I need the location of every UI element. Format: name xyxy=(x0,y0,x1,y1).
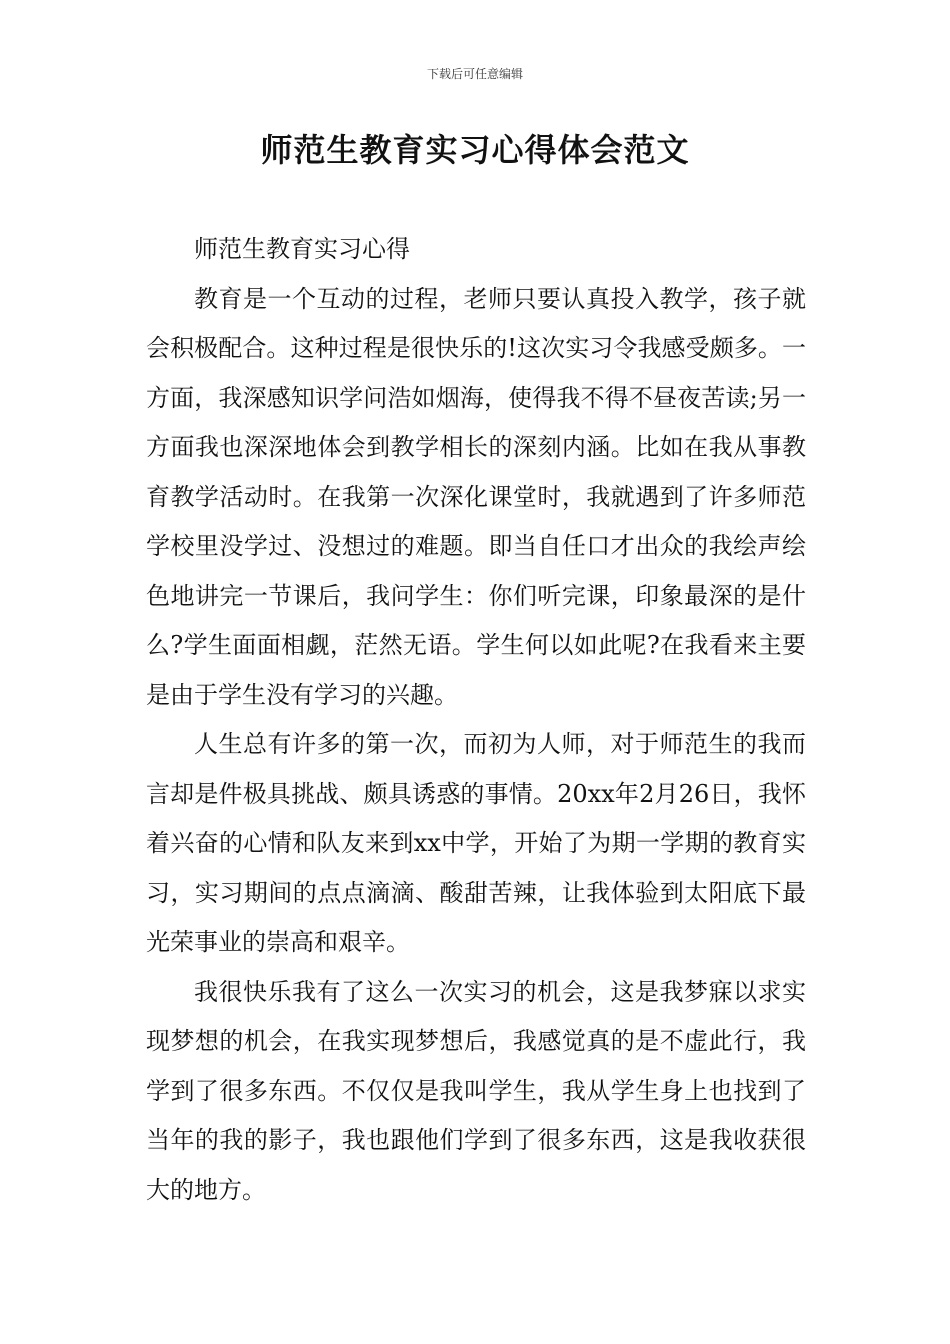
paragraph-2: 人生总有许多的第一次，而初为人师，对于师范生的我而言却是件极具挑战、颇具诱惑的事情。20xx年2月26日，我怀着兴奋的心情和队友来到xx中学，开始了为期一学期的教育实习，实习期间的点点滴滴、酸甜苦辣，让我体验到太阳底下最光荣事业的崇高和艰辛。 xyxy=(146,730,806,956)
document-title: 师范生教育实习心得体会范文 xyxy=(260,131,690,169)
page-header-note: 下载后可任意编辑 xyxy=(426,67,523,81)
paragraph-1: 教育是一个互动的过程，老师只要认真投入教学，孩子就会积极配合。这种过程是很快乐的!这次实习令我感受颇多。一方面，我深感知识学问浩如烟海，使得我不得不昼夜苦读;另一方面我也深深地体会到教学相长的深刻内涵。比如在我从事教育教学活动时。在我第一次深化课堂时，我就遇到了许多师范学校里没学过、没想过的难题。即当自任口才出众的我绘声绘色地讲完一节课后，我问学生：你们听完课，印象最深的是什么?学生面面相觑，茫然无语。学生何以如此呢?在我看来主要是由于学生没有学习的兴趣。 xyxy=(146,284,806,709)
paragraph-3: 我很快乐我有了这么一次实习的机会，这是我梦寐以求实现梦想的机会，在我实现梦想后，我感觉真的是不虚此行，我学到了很多东西。不仅仅是我叫学生，我从学生身上也找到了当年的我的影子，我也跟他们学到了很多东西，这是我收获很大的地方。 xyxy=(146,977,806,1204)
section-subtitle: 师范生教育实习心得 xyxy=(194,235,410,263)
document-body xyxy=(146,225,806,1215)
